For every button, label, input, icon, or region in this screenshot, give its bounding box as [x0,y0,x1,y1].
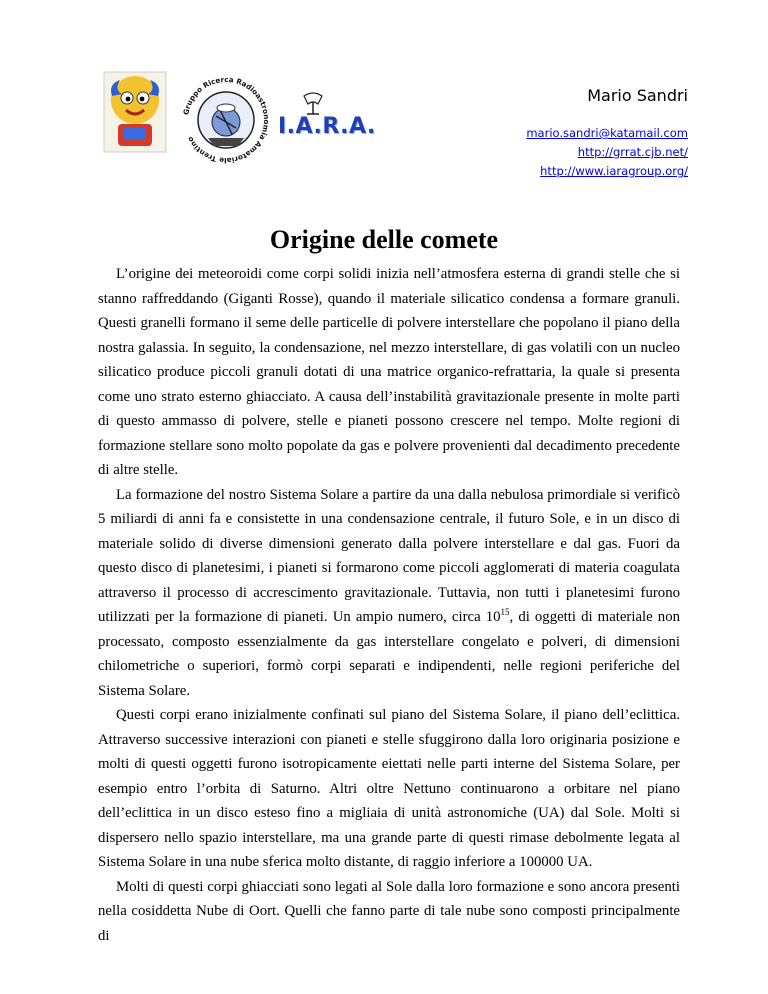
paragraph-text: , di oggetti di materiale non processato, composto essenzialmente da gas interstellare congelato e polveri, di dimensioni chilometriche o superiori, formò corpi separati e indipendenti, nelle regioni periferiche del Sistema Solare. [98,609,680,699]
iara-logo-text: I.A.R.A. [278,114,376,139]
paragraph: Questi corpi erano inizialmente confinati sul piano del Sistema Solare, il piano dell’eclittica. Attraverso successive interazioni con pianeti e stelle sfuggirono dalla loro originaria posizione e molti di questi oggetti furono isotropicamente eiettati nelle parti interne del Sistema Solare, per esempio entro l’orbita di Saturno. Altri oltre Nettuno continuarono a orbitare nel piano dell’eclittica in un disco esteso fino a migliaia di unità astronomiche (UA) dal Sole. Molti si dispersero nello spazio interstellare, ma una grande parte di questi rimase debolmente legata al Sistema Solare in una nube sferica molto distante, di raggio inferiore a 100000 UA. [98,707,680,870]
contact-links [526,124,688,181]
mascot-logo [98,66,172,158]
header-logos [98,62,378,172]
paragraph [98,483,680,704]
paragraph: L’origine dei meteoroidi come corpi solidi inizia nell’atmosfera esterna di grandi stelle che si stanno raffreddando (Giganti Rosse), quando il materiale silicatico condensa a formare granuli. Questi granelli formano il seme delle particelle di polvere interstellare che popolano il piano della nostra galassia. In seguito, la condensazione, nel mezzo interstellare, di gas volatili con un nucleo silicatico produce piccoli granuli dotati di una matrice organico-refrattaria, la quale si presenta come uno strato esterno ghiacciato. A causa dell’instabilità gravitazionale presente in molte parti di questo ammasso di polvere, stelle e pianeti possono crescere nel tempo. Molte regioni di formazione stellare sono molto popolate da gas e polvere provenienti dal decadimento precedente di altre stelle. [98,266,680,478]
email-link[interactable]: mario.sandri@katamail.com [526,126,688,140]
page-title: Origine delle comete [269,225,499,254]
paragraph-text: La formazione del nostro Sistema Solare a partire da una dalla nebulosa primordiale si verificò 5 miliardi di anni fa e consistette in una condensazione centrale, il futuro Sole, e in un disco di materiale solido di diverse dimensioni generato dalla polvere interstellare e dal gas. Fuori da questo disco di planetesimi, i pianeti si formarono come piccoli agglomerati di materia coagulata attraverso il processo di accrescimento gravitazionale. Tuttavia, non tutti i planetesimi furono utilizzati per la formazione di pianeti. Un ampio numero, circa 10 [98,486,680,625]
article-body [98,262,680,948]
iara-website-link[interactable]: http://www.iaragroup.org/ [540,164,688,178]
grrat-seal-logo [178,72,274,168]
svg-text:Gruppo Ricerca Radioastronomia: Gruppo Ricerca Radioastronomia Amatoriale Trentino [181,74,272,166]
exponent: 15 [500,607,510,617]
grrat-website-link[interactable]: http://grrat.cjb.net/ [577,145,688,159]
author-name: Mario Sandri [587,86,688,105]
paragraph: Molti di questi corpi ghiacciati sono legati al Sole dalla loro formazione e sono ancora presenti nella cosiddetta Nube di Oort. Quelli che fanno parte di tale nube sono composti principalmente di [98,878,680,944]
